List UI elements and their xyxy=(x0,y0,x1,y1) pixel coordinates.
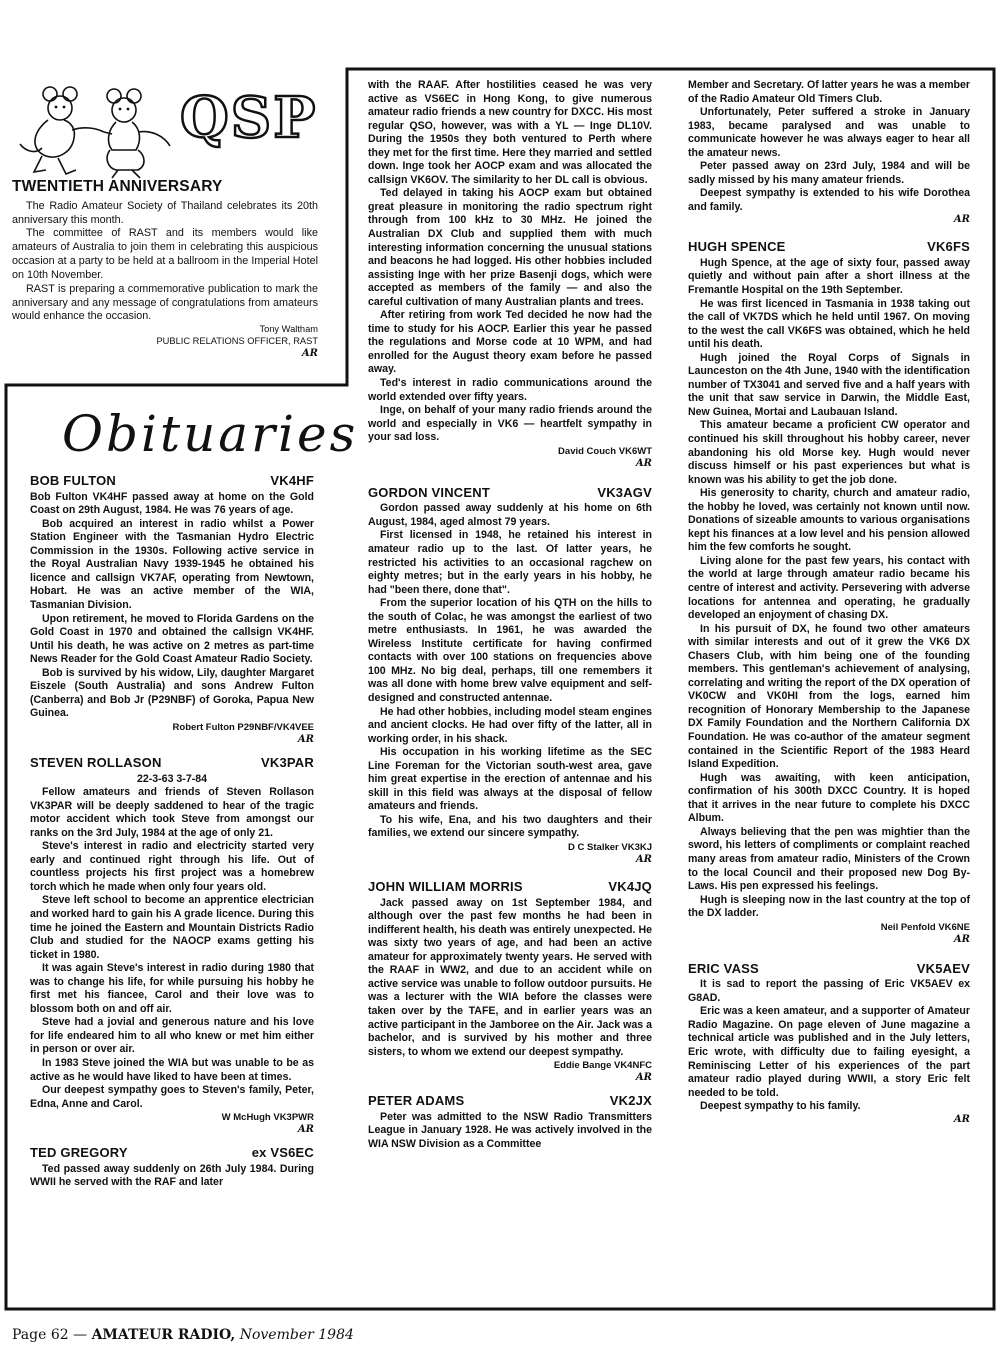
obituary-callsign: VK3PAR xyxy=(261,754,314,770)
obituary-heading xyxy=(30,473,314,490)
paragraph: RAST is preparing a commemorative publication to mark the anniversary and any message of congratulations from amateurs would enhance the occasion. xyxy=(12,282,318,323)
obituary-body xyxy=(30,1163,314,1190)
paragraph: Upon retirement, he moved to Florida Gardens on the Gold Coast in 1970 and obtained the callsign VK4HF. Until his death, he was active on 2 metres as part-time News Reader for the Gold Coast Amateur Radio Society. xyxy=(30,612,314,666)
paragraph: Living alone for the past few years, his contact with the world at large through amateur radio became his centre of interest and activity. Persevering with adverse locations for antennea and operating, he gradually developed an enjoyment of chasing DX. xyxy=(688,554,970,622)
end-mark: AR xyxy=(301,347,318,359)
obituary-callsign: VK4HF xyxy=(270,473,314,488)
paragraph: Our deepest sympathy goes to Steven's family, Peter, Edna, Anne and Carol. xyxy=(30,1084,314,1110)
end-mark: AR xyxy=(953,1113,970,1125)
paragraph: After retiring from work Ted decided he now had the time to study for his AOCP. Earlier this year he passed the regulations and Morse code at 10 WPM, and had enrolled for the August theory exam before he passed away. xyxy=(368,309,652,376)
paragraph: Ted passed away suddenly on 26th July 1984. During WWII he served with the RAF and later xyxy=(30,1162,314,1189)
obituary-heading xyxy=(30,755,314,772)
paragraph: Bob Fulton VK4HF passed away at home on the Gold Coast on 29th August, 1984. He was 76 years of age. xyxy=(30,490,314,517)
signature-title: PUBLIC RELATIONS OFFICER, RAST xyxy=(156,336,318,347)
end-mark: AR xyxy=(635,1072,652,1084)
qsp-article-title: TWENTIETH ANNIVERSARY xyxy=(12,178,223,195)
paragraph: It was again Steve's interest in radio during 1980 that was to change his life, for while pursuing his hobby he first met his fiancee, Carol and their love was to blossom both on and off air. xyxy=(30,962,314,1015)
obituary-callsign: VK3AGV xyxy=(597,484,652,500)
obituary-body xyxy=(30,491,314,721)
paragraph: His generosity to charity, church and amateur radio, the hobby he loved, was certainly not known until now. Donations of sizeable amounts to various organisations kept his finances at a low level and his pension allowed him the few comforts he sought. xyxy=(688,487,970,554)
magazine-name: AMATEUR RADIO, xyxy=(91,1327,236,1343)
paragraph: Hugh is sleeping now in the last country at the top of the DX ladder. xyxy=(688,893,970,920)
paragraph: It is sad to report the passing of Eric VK5AEV ex G8AD. xyxy=(688,978,970,1004)
paragraph: Member and Secretary. Of latter years he was a member of the Radio Amateur Old Timers Club. xyxy=(688,79,970,105)
obituary-body xyxy=(368,502,652,841)
end-mark: AR xyxy=(953,214,970,226)
obituary-body xyxy=(368,1111,652,1152)
obituary-dates: 22-3-63 3-7-84 xyxy=(136,772,208,785)
paragraph: Steve's interest in radio and electricity started very early and continued right through his life. Out of countless projects his first project was a homebrew torch which he made when only four years old. xyxy=(30,840,314,893)
obituary-heading xyxy=(688,239,970,256)
obituary-name: PETER ADAMS xyxy=(368,1093,465,1109)
paragraph: with the RAAF. After hostilities ceased he was very active as VS6EC in Hong Kong, to give numerous amateur radio friends a new country for DXCC. His most regular QSO, however, was with a YL — Inge DL10V. During the 1950s they both ventured to Perth where they met for the first time. Here they married and settled down. Inge took her AOCP exam and was allocated the callsign VK6OV. The similarity to her DL call is obvious. xyxy=(368,79,652,186)
paragraph: Hugh was awaiting, with keen anticipation, confirmation of his 300th DXCC Country. It is hoped that it arrives in the near future to complete his DXCC Album. xyxy=(688,771,970,825)
obituary-callsign: ex VS6EC xyxy=(251,1145,314,1161)
column-3 xyxy=(688,79,970,1129)
obituary-name: STEVEN ROLLASON xyxy=(30,754,162,770)
paragraph: Unfortunately, Peter suffered a stroke in January 1983, became paralysed and was unable to communicate however he was always eager to hear all the amateur news. xyxy=(688,106,970,159)
obituary-body xyxy=(688,79,970,214)
paragraph: Peter was admitted to the NSW Radio Transmitters League in January 1928. He was actively involved in the WIA NSW Division as a Committee xyxy=(368,1110,652,1150)
end-mark: AR xyxy=(297,1124,314,1136)
signature: Neil Penfold VK6NE xyxy=(880,921,970,933)
obituary-callsign: VK5AEV xyxy=(916,960,970,976)
page-number: Page 62 — xyxy=(12,1327,88,1343)
qsp-article xyxy=(12,177,318,361)
qsp-heading: QSP xyxy=(180,85,318,151)
obituary-name: TED GREGORY xyxy=(30,1145,128,1161)
obituary-name: HUGH SPENCE xyxy=(688,239,786,255)
paragraph: First licensed in 1948, he retained his interest in amateur radio up to the last. Of latter years, he restricted his activities to an occasional ragchew on eighty metres; but in the early years in his hobby, he had "been there, done that". xyxy=(368,529,652,596)
paragraph: Hugh joined the Royal Corps of Signals in Launceston on the 4th June, 1940 with the identification number of TX3041 and served five and a half years with the unit that saw service in Darwin, the Middle East, New Guinea, Mortai and Laubauan Island. xyxy=(688,351,970,418)
end-mark: AR xyxy=(297,734,314,746)
dancing-mice-illustration xyxy=(12,82,180,180)
obituary-name: ERIC VASS xyxy=(688,960,759,976)
obituary-body xyxy=(688,978,970,1113)
obituary-name: BOB FULTON xyxy=(30,473,117,488)
obituary-heading xyxy=(368,1093,652,1110)
paragraph: The Radio Amateur Society of Thailand celebrates its 20th anniversary this month. xyxy=(12,199,318,226)
paragraph: In 1983 Steve joined the WIA but was unable to be as active as he would have liked to have been at times. xyxy=(30,1056,314,1083)
column-1 xyxy=(30,465,314,1190)
paragraph: Inge, on behalf of your many radio friends around the world and especially in VK6 — heartfelt sympathy in your sad loss. xyxy=(368,404,652,444)
obituary-heading xyxy=(30,1145,314,1162)
obituary-callsign: VK2JX xyxy=(609,1093,652,1109)
paragraph: To his wife, Ena, and his two daughters and their families, we extend our sincere sympathy. xyxy=(368,813,652,840)
paragraph: Eric was a keen amateur, and a supporter of Amateur Radio Magazine. On page eleven of June magazine a technical article was published and in the July letters, Eric wrote, with difficulty due to failing eyesight, a Reminiscing Letter of his experiences of the part amateur radio played during WWII, a story Eric felt needed to be told. xyxy=(688,1005,970,1099)
paragraph: Bob is survived by his widow, Lily, daughter Margaret Eiszele (South Australia) and sons Andrew Fulton (Canberra) and Bob Jr (P29NBF) of Goroka, Papua New Guinea. xyxy=(30,666,314,720)
paragraph: Hugh Spence, at the age of sixty four, passed away quietly and without pain after a short illness at the Fremantle Hospital on the 19th September. xyxy=(688,256,970,296)
signature: David Couch VK6WT xyxy=(558,445,652,457)
obituary-callsign: VK4JQ xyxy=(608,878,652,894)
obituary-callsign: VK6FS xyxy=(927,239,970,255)
obituary-body xyxy=(368,897,652,1060)
obituary-heading xyxy=(688,961,970,978)
signature: D C Stalker VK3KJ xyxy=(568,842,652,854)
obituary-name: GORDON VINCENT xyxy=(368,484,490,500)
paragraph: Jack passed away on 1st September 1984, and although over the past few months he had been in indifferent health, his death was entirely unexpected. He was sixty two years of age, and had been an active amateur for approximately twenty years. He served with the RAAF in WW2, and due to an accident while on active service was unable to follow outdoor pursuits. He was a lecturer with the WIA before the classes were taken over by the TAFE, and in earlier years was an active participant in the Jamboree on the Air. Jack was a bachelor, and is survived by his mother and three sisters, to whom we extend our deepest sympathy. xyxy=(368,896,652,1058)
column-2 xyxy=(368,79,652,1151)
paragraph: Ted's interest in radio communications around the world extended over fifty years. xyxy=(368,377,652,403)
end-mark: AR xyxy=(953,933,970,945)
paragraph: He had other hobbies, including model steam engines and ancient clocks. He had over fifty of the latter, all in working order, in his shack. xyxy=(368,705,652,745)
obituary-heading xyxy=(368,879,652,896)
paragraph: Steve had a jovial and generous nature and his love for life endeared him to all who knew or met him either in person or over air. xyxy=(30,1016,314,1056)
paragraph: Peter passed away on 23rd July, 1984 and will be sadly missed by his many amateur friends. xyxy=(688,160,970,186)
paragraph: This amateur became a proficient CW operator and continued his skill throughout his hobby career, never abandoning his old Morse key. Hugh would never discuss himself or his past experiences but what is known was his ability to get the job done. xyxy=(688,419,970,486)
paragraph: Steve left school to become an apprentice electrician and worked hard to gain his A grade licence. During this time he joined the Eastern and Mountain Districts Radio Club and studied for the NAOCP exams getting his ticket in 1980. xyxy=(30,894,314,961)
paragraph: Fellow amateurs and friends of Steven Rollason VK3PAR will be deeply saddened to hear of the tragic motor accident which took Steve from amongst our ranks on the 3rd July, 1984 at the age of only 21. xyxy=(30,786,314,839)
paragraph: His occupation in his working lifetime as the SEC Line Foreman for the Victorian south-west area, gave him great expertise in the erection of antennae and his skill in this field was always at the disposal of fellow amateurs and friends. xyxy=(368,746,652,813)
signature: Eddie Bange VK4NFC xyxy=(553,1060,652,1072)
paragraph: Deepest sympathy is extended to his wife Dorothea and family. xyxy=(688,187,970,213)
obituary-heading xyxy=(368,485,652,502)
obituaries-title: Obituaries xyxy=(62,405,359,463)
paragraph: Bob acquired an interest in radio whilst a Power Station Engineer with the Tasmanian Hydro Electric Commission in the 1930s. Following active service in the Royal Australian Navy 1939-1945 he obtained his licence and callsign VK7AF, operating from Newtown, Hobart. He was an active member of the WIA, Tasmanian Division. xyxy=(30,517,314,611)
signature: Robert Fulton P29NBF/VK4VEE xyxy=(172,721,314,733)
obituary-body xyxy=(368,79,652,445)
signature-name: Tony Waltham xyxy=(259,324,318,335)
paragraph: Gordon passed away suddenly at his home on 6th August, 1984, aged almost 79 years. xyxy=(368,502,652,528)
paragraph: Always believing that the pen was mightier than the sword, his letters of compliments or complaint reached many areas from amateur radio, Ministers of the Crown to the local Council and their proposed new Dog By-Laws. His pen expressed his feelings. xyxy=(688,825,970,893)
paragraph: Deepest sympathy to his family. xyxy=(700,1100,861,1113)
paragraph: Ted delayed in taking his AOCP exam but obtained great pleasure in monitoring the radio spectrum right through from 100 kHz to 30 MHz. He joined the Australian DX Club and supplied them with much interesting information concerning the unusual stations and beacons he had logged. His other hobbies included assisting Inge with her prize Basenji dogs, which were accepted as members of the family — and also the careful cultivation of many Australian plants and trees. xyxy=(368,187,652,308)
paragraph: From the superior location of his QTH on the hills to the south of Colac, he was amongst the earliest of two metre enthusiasts. In 1961, he was awarded the Wireless Institute certificate for having confirmed contacts with over 100 stations on frequencies above 100 MHz. No big deal, perhaps, till one remembers it was all done with home brew valve equipment and self-designed and constructed antennae. xyxy=(368,597,652,704)
paragraph: He was first licenced in Tasmania in 1938 taking out the call of VK7DS which he held until 1967. On moving to the west the call VK6FS was obtained, which he held until his death. xyxy=(688,297,970,351)
paragraph: In his pursuit of DX, he found two other amateurs with similar interests and out of it grew the VK6 DX Chasers Club, with him being one of the founding members. This gentleman's achievement of analysing, correlating and writing the report of the DX operation of VK0CW and VK0HI from the logs, earned him recognition of Honorary Membership to the Japanese DX Family Foundation and the Northern California DX Foundation. He was co-author of the amateur segment contained in the Scientific Report of the 1983 Heard Island Expedition. xyxy=(688,622,970,771)
end-mark: AR xyxy=(635,854,652,866)
signature: W McHugh VK3PWR xyxy=(221,1112,314,1124)
page-footer xyxy=(12,1327,354,1343)
end-mark: AR xyxy=(635,457,652,469)
obituary-name: JOHN WILLIAM MORRIS xyxy=(368,878,523,894)
issue-date: November 1984 xyxy=(239,1327,354,1343)
obituary-body xyxy=(30,786,314,1111)
paragraph: The committee of RAST and its members would like amateurs of Australia to join them in celebrating this auspicious occasion at a party to be held at a ballroom in the Imperial Hotel on 10th November. xyxy=(12,227,318,281)
obituary-body xyxy=(688,257,970,921)
